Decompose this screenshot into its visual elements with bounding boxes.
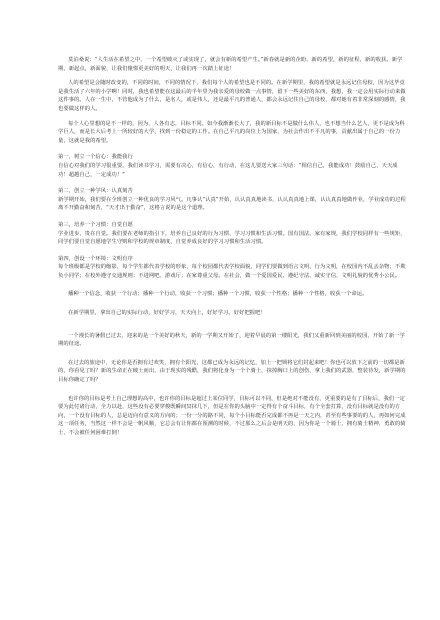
section-4-text: 每个班级都是学校的缩影，每个学生都代表学校的形象，每个校园都代表学校面貌，同学们要做到语言文明，行为文明，在校园内不乱丢杂物；不欺负小同学；在校外遵守交通规则；不进网吧、游戏厅；在家尊重父母。在社会，做一个爱国爱民、遵纪守法、诚实守信、文明礼貌的优秀小公民。 [58,264,406,279]
section-4-heading: 第四，创设一个环境：文明有序 [58,255,133,262]
intro-paragraph: 莫泊桑说：“人生活在希望之中，一个希望破灭了或实现了，就会有新的希望产生。”新春就是新的企盼、新的希望，新的征程，新的收获。新学期，新起点，新面貌，让我们憧憬更美好的明天，让我们再一次踏上征途！ [58,57,403,72]
section-2-heading: 第二，创立一种学风：认真刻苦 [58,188,133,195]
knight-paragraph: 在过去的旅途中，无论你是否拥有过欢笑，拥有个阳光，这都已成为永远的记忆，加上一把锁将它们封起来吧！你也可以放下之前的一切都是新的，你看见了吗？新的生命正在破土而出，由于现实的残酷，我们将化身为一个个骑士，抹掉胸口上的创伤，拿上我们的武器，整装待发，新学期的目标你确定了吗？ [58,359,406,384]
hope-paragraph: 人的希望是会随时改变的，不同的时间，不同的情况下，我们每个人的希望也是不同的。在新学期里，我的希望就是永远记住母校，因为这毕竟是我生活了六年的小学啊！同时，我也希望能在这最后的半年里为我亲爱的母校做一点事情，留下一些美好的东西，我想，我一定会用实际行动来做这件事的。人在一生中，不管他成为了什么，是名人，或是伟人，还是最平凡的普通人，都会永远记住自己的母校，都对她有着非常深刻的感情，我也要做这样的人。 [58,80,406,112]
goal-paragraph: 也许你的目标是考上自己理想的高中，也许你的目标是超过上某位同学，目标可以不同，但是绝对不能没有，更重要的是有了目标后，我们一定要为此付诸行动，全力以赴，这些没有必要穿梭既瞬间冥抹几下，但是在你的头脑中一定得有个奋斗目标，有个全套打算，没有目标就是没有的方向，一个没有目标的人，总是迈向有意义的方向的；一份一分的路不同，每个小目标能否完成都不再是一天之内，甚至有些事要的的人，再如何完成这一项任务，当然这一样不会是一帆风顺，它总会有让你都在预测的时候，不过那么之后会是明天的，因为你是一个骑士，拥有骑士精神，勇敢的骑士，不会被任何困难打倒！ [58,395,406,436]
section-1-heading: 第一，树立一个信心：我能我行 [58,154,133,161]
quote-paragraph: 播种一个信念，收获一个行动；播种一个行动，收获一个习惯；播种一个习惯，收获一个性格；播种一个性格，收获一个命运。 [68,291,368,298]
call-paragraph: 在新学期里，拿出自己的实际行动，好好学习，天天向上，好好学习，好好把握吧！ [68,310,266,317]
section-1-text: 自信心对我们的学习很重要，我们读书学习，需要有决心，有信心，有行动，在这儿要送大家三句话：“相信自己，我能成功！鼓励自己，天天成功！超越自己，一定成功！” [58,162,398,178]
ambition-paragraph: 每个人心里想的是不一样的，因为，人各有志，目标不同。如今我渐渐长大了，我的新目标不是做什么伟人，也不想当什么艺人，更不是成为科学巨人，而是长大后考上一所较好的大学，找到一份稳定的工作。在自己平凡的岗位上为国家，为社会作出不平凡的事，贡献出属于自己的一份力量，这就是我的希望。 [58,120,405,144]
section-3-heading: 第三，培养一个习惯：自觉自愿 [58,221,133,228]
section-2-text: 新学期开始，我们要在全班创立一种优良的学习风气。凡事认“认真”开始，认认真真地读书，认认真真地上课，认认真真地做作业，学业成功的过程离不开勤奋和刻苦，“天才出于勤奋”，这格言说的是这个道理。 [58,196,406,212]
section-3-text: 学业进步，贵在自觉。我们要在老师的指引下，培养自己良好的行为习惯、学习习惯和生活习惯。国有国法，家有家规，我们学校同样有一些规矩，同学们要自觉自愿地学生守则和学校的规章制度，自觉养成良好的学习习惯和生活习惯。 [58,230,406,246]
summer-paragraph: 一个漫长的暑假已过去，迎来的是一个美好的秋天，新的一学期又开始了，迎着早晨的第一缕阳光，我们又重新回到美丽的校园，开始了新一学期的征途。 [58,332,405,348]
